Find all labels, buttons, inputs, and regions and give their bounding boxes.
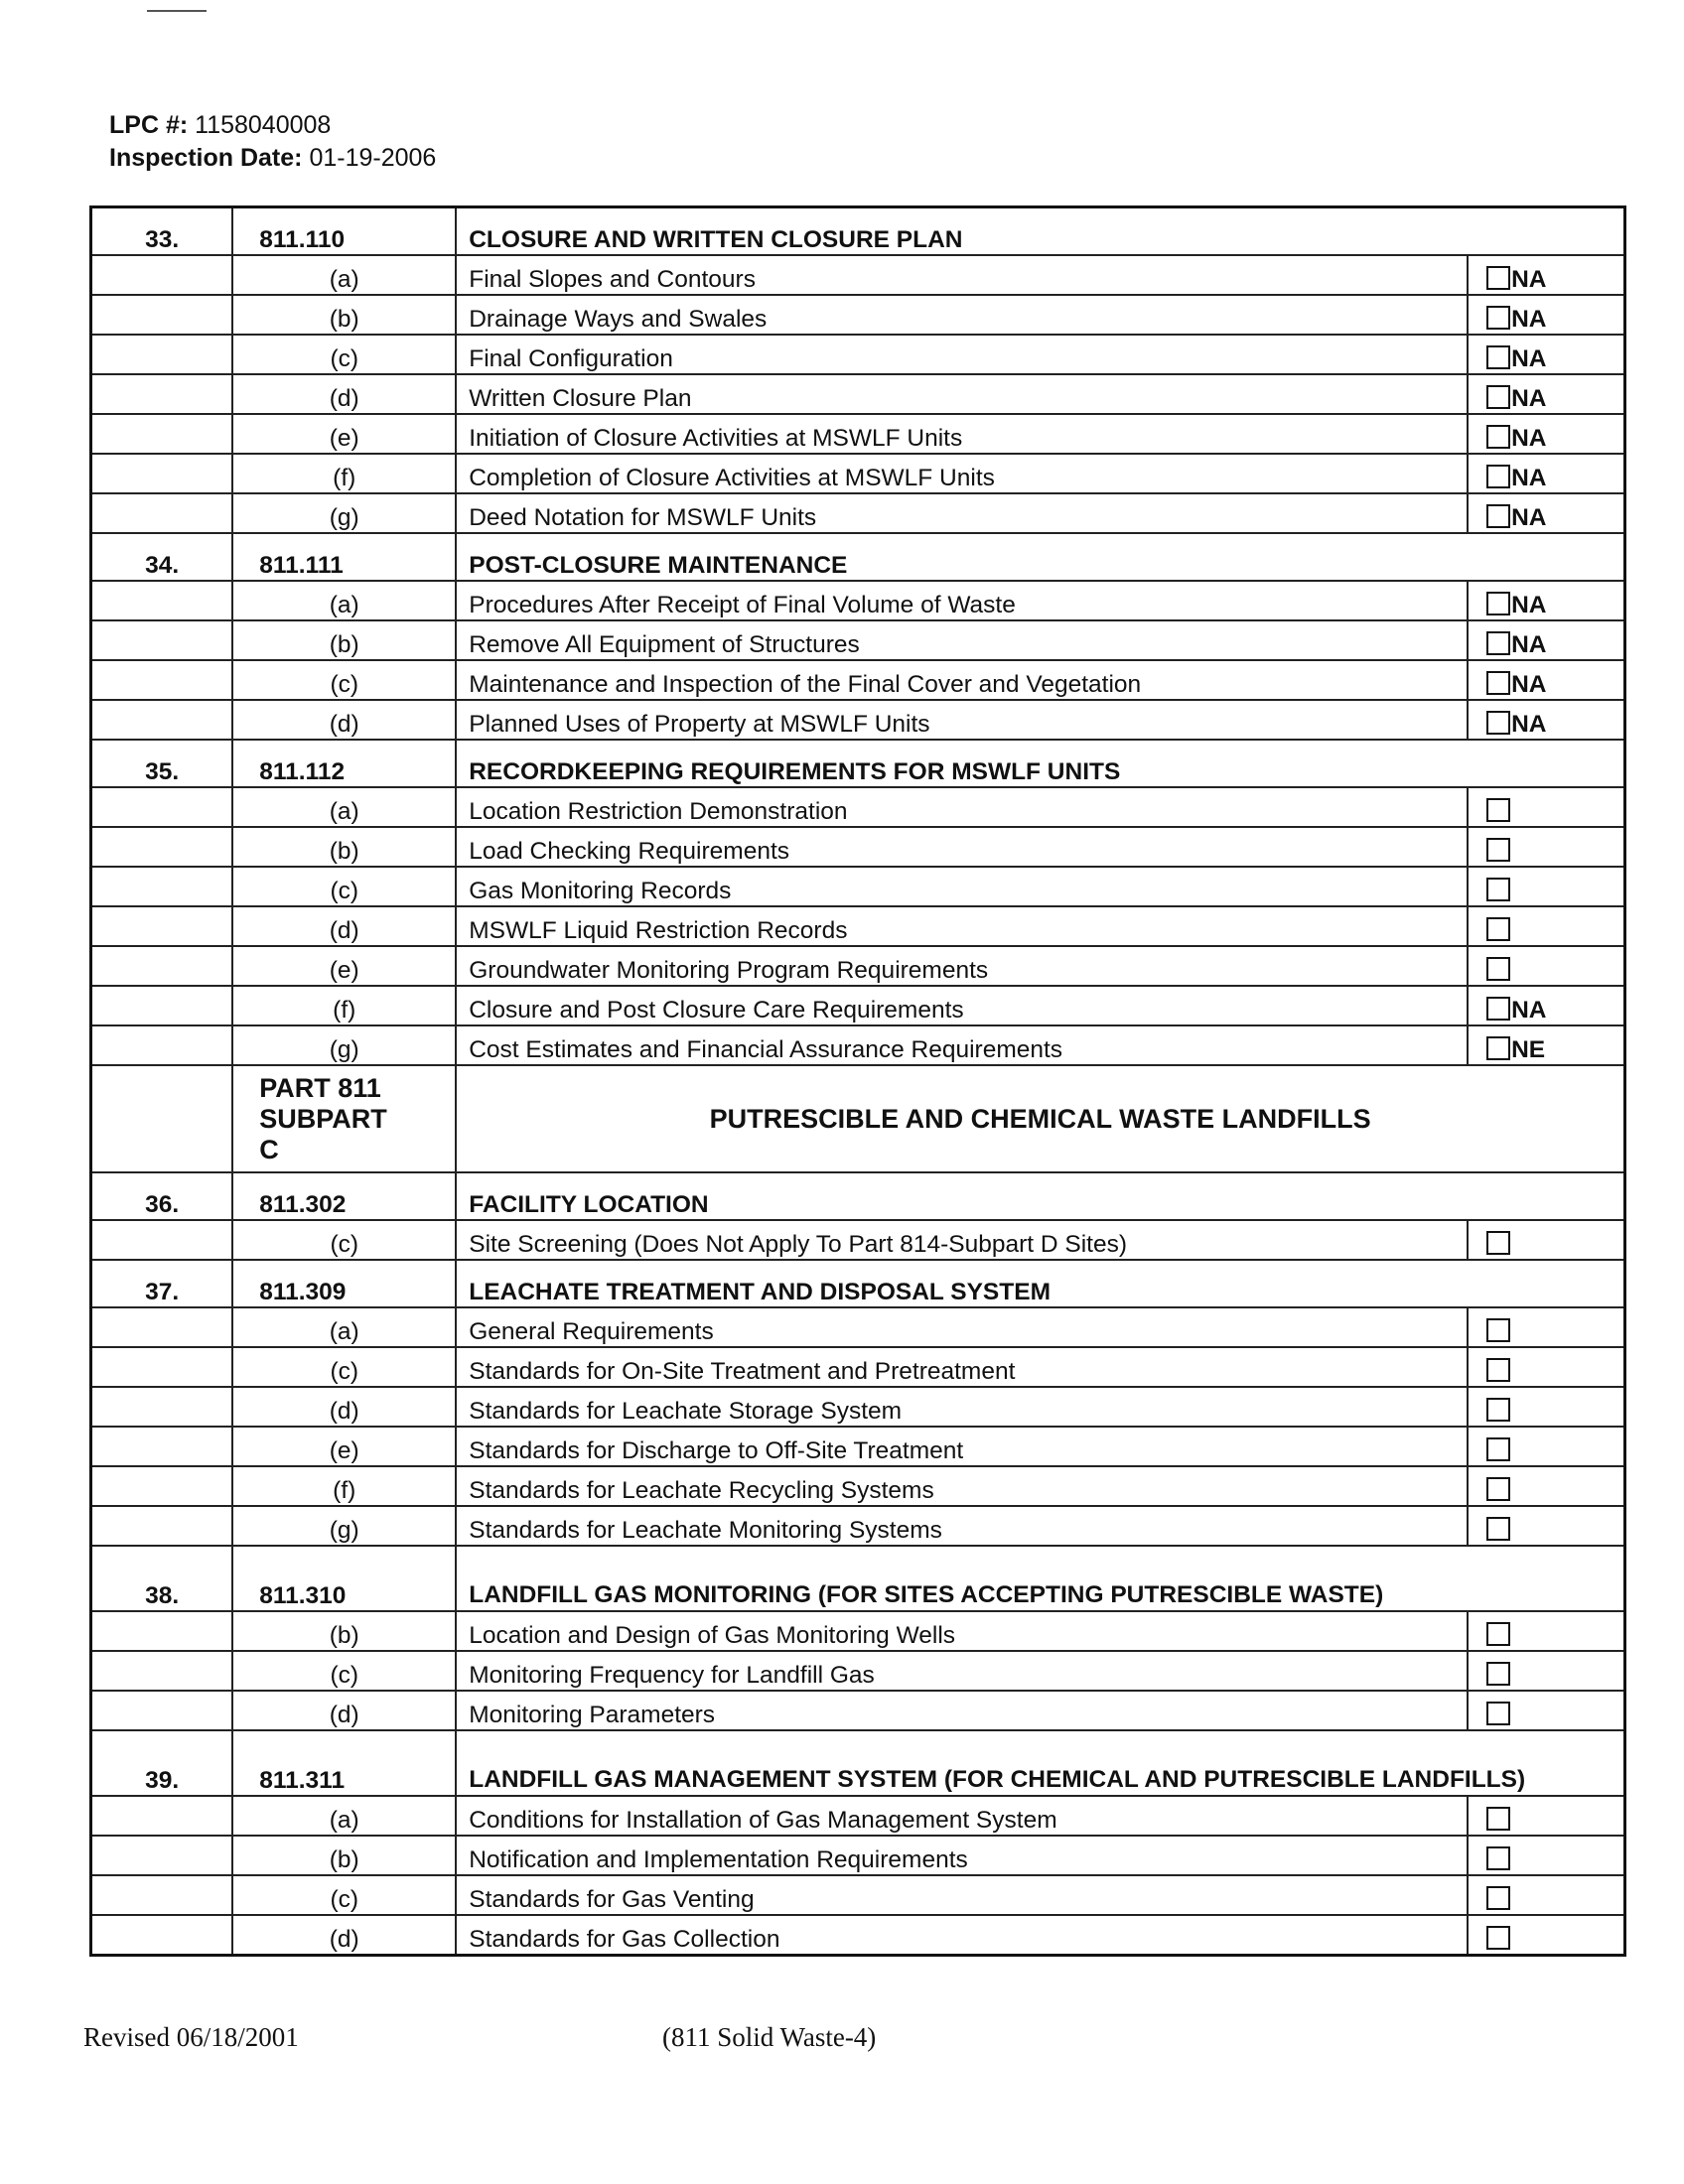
status-cell xyxy=(1468,1220,1624,1260)
section-header-row xyxy=(91,207,1625,256)
status-cell xyxy=(1468,946,1624,986)
empty-number-cell xyxy=(91,1220,233,1260)
section-title: LANDFILL GAS MANAGEMENT SYSTEM (FOR CHEMICAL AND PUTRESCIBLE LANDFILLS) xyxy=(456,1730,1624,1796)
section-number: 39. xyxy=(91,1730,233,1796)
checklist-item-row xyxy=(91,867,1625,906)
status-flag: NA xyxy=(1511,504,1547,531)
status-cell xyxy=(1468,906,1624,946)
status-cell xyxy=(1468,700,1624,740)
lpc-label: LPC #: xyxy=(109,111,189,139)
status-cell xyxy=(1468,1796,1624,1836)
checklist-item-row xyxy=(91,1836,1625,1875)
section-header-row xyxy=(91,740,1625,787)
empty-number-cell xyxy=(91,1307,233,1347)
status-checkbox[interactable] xyxy=(1486,1926,1510,1950)
checklist-item-row xyxy=(91,1691,1625,1730)
section-code: 811.302 xyxy=(232,1172,456,1220)
item-subsection: (a) xyxy=(232,1307,456,1347)
status-checkbox[interactable] xyxy=(1486,345,1510,369)
status-cell xyxy=(1468,493,1624,533)
status-flag: NA xyxy=(1511,465,1547,491)
item-description: Final Slopes and Contours xyxy=(456,255,1468,295)
item-description: Final Configuration xyxy=(456,335,1468,374)
checklist-item-row xyxy=(91,1796,1625,1836)
status-cell xyxy=(1468,414,1624,454)
lpc-line xyxy=(109,109,436,142)
status-flag: NA xyxy=(1511,385,1547,412)
status-cell xyxy=(1468,1427,1624,1466)
section-code: 811.311 xyxy=(232,1730,456,1796)
status-cell xyxy=(1468,1307,1624,1347)
item-subsection: (b) xyxy=(232,295,456,335)
section-title: LANDFILL GAS MONITORING (FOR SITES ACCEPTING PUTRESCIBLE WASTE) xyxy=(456,1546,1624,1611)
item-subsection: (b) xyxy=(232,1611,456,1651)
item-subsection: (a) xyxy=(232,1796,456,1836)
inspection-date-line xyxy=(109,142,436,175)
section-header-row xyxy=(91,1172,1625,1220)
section-code: 811.310 xyxy=(232,1546,456,1611)
empty-number-cell xyxy=(91,295,233,335)
document-header xyxy=(109,109,436,175)
status-checkbox[interactable] xyxy=(1486,1622,1510,1646)
item-description: Notification and Implementation Requirements xyxy=(456,1836,1468,1875)
empty-number-cell xyxy=(91,1387,233,1427)
item-description: Standards for Leachate Storage System xyxy=(456,1387,1468,1427)
status-cell xyxy=(1468,1387,1624,1427)
empty-number-cell xyxy=(91,906,233,946)
item-description: Standards for Discharge to Off-Site Treatment xyxy=(456,1427,1468,1466)
part-label-line2: SUBPART xyxy=(259,1103,387,1134)
empty-number-cell xyxy=(91,454,233,493)
section-title: CLOSURE AND WRITTEN CLOSURE PLAN xyxy=(456,207,1624,256)
status-flag: NA xyxy=(1511,997,1547,1024)
empty-number-cell xyxy=(91,700,233,740)
item-description: Location Restriction Demonstration xyxy=(456,787,1468,827)
checklist-item-row xyxy=(91,414,1625,454)
status-cell xyxy=(1468,1506,1624,1546)
section-title: LEACHATE TREATMENT AND DISPOSAL SYSTEM xyxy=(456,1260,1624,1307)
page-label: (811 Solid Waste-4) xyxy=(662,2022,877,2052)
status-checkbox[interactable] xyxy=(1486,957,1510,981)
item-description: Cost Estimates and Financial Assurance Requirements xyxy=(456,1025,1468,1065)
status-checkbox[interactable] xyxy=(1486,504,1510,528)
status-cell xyxy=(1468,827,1624,867)
checklist-item-row xyxy=(91,660,1625,700)
checklist-item-row xyxy=(91,454,1625,493)
status-cell xyxy=(1468,1915,1624,1956)
checklist-item-row xyxy=(91,946,1625,986)
item-subsection: (c) xyxy=(232,867,456,906)
item-description: Monitoring Frequency for Landfill Gas xyxy=(456,1651,1468,1691)
item-subsection: (c) xyxy=(232,335,456,374)
checklist-item-row xyxy=(91,1307,1625,1347)
status-cell xyxy=(1468,1875,1624,1915)
item-description: Groundwater Monitoring Program Requirements xyxy=(456,946,1468,986)
item-subsection: (d) xyxy=(232,700,456,740)
part-label-line3: C xyxy=(259,1134,279,1164)
status-checkbox[interactable] xyxy=(1486,1231,1510,1255)
empty-number-cell xyxy=(91,335,233,374)
empty-number-cell xyxy=(91,1347,233,1387)
checklist-item-row xyxy=(91,295,1625,335)
checklist-item-row xyxy=(91,581,1625,620)
status-cell xyxy=(1468,1466,1624,1506)
checklist-item-row xyxy=(91,1387,1625,1427)
checklist-item-row xyxy=(91,1220,1625,1260)
empty-number-cell xyxy=(91,946,233,986)
checklist-item-row xyxy=(91,1611,1625,1651)
status-flag: NA xyxy=(1511,425,1547,452)
lpc-value: 1158040008 xyxy=(195,111,332,139)
empty-number-cell xyxy=(91,255,233,295)
status-checkbox[interactable] xyxy=(1486,838,1510,862)
status-cell xyxy=(1468,454,1624,493)
status-cell xyxy=(1468,1836,1624,1875)
status-checkbox[interactable] xyxy=(1486,1807,1510,1831)
empty-number-cell xyxy=(91,581,233,620)
status-checkbox[interactable] xyxy=(1486,997,1510,1021)
status-cell xyxy=(1468,986,1624,1025)
empty-number-cell xyxy=(91,1611,233,1651)
section-header-row xyxy=(91,1260,1625,1307)
item-description: Standards for On-Site Treatment and Pretreatment xyxy=(456,1347,1468,1387)
item-description: Drainage Ways and Swales xyxy=(456,295,1468,335)
status-checkbox[interactable] xyxy=(1486,592,1510,615)
status-cell xyxy=(1468,620,1624,660)
status-checkbox[interactable] xyxy=(1486,425,1510,449)
section-number: 35. xyxy=(91,740,233,787)
status-cell xyxy=(1468,335,1624,374)
status-cell xyxy=(1468,1651,1624,1691)
section-number: 36. xyxy=(91,1172,233,1220)
section-code: 811.110 xyxy=(232,207,456,256)
checklist-item-row xyxy=(91,700,1625,740)
status-flag: NA xyxy=(1511,631,1547,658)
checklist-item-row xyxy=(91,1875,1625,1915)
empty-number-cell xyxy=(91,1875,233,1915)
status-checkbox[interactable] xyxy=(1486,917,1510,941)
status-cell xyxy=(1468,1025,1624,1065)
item-subsection: (d) xyxy=(232,1915,456,1956)
item-subsection: (d) xyxy=(232,1387,456,1427)
part-label-line1: PART 811 xyxy=(259,1072,381,1103)
section-header-row xyxy=(91,1546,1625,1611)
checklist-item-row xyxy=(91,827,1625,867)
checklist-item-row xyxy=(91,255,1625,295)
status-flag: NE xyxy=(1511,1036,1546,1063)
item-description: General Requirements xyxy=(456,1307,1468,1347)
item-description: Maintenance and Inspection of the Final Cover and Vegetation xyxy=(456,660,1468,700)
empty-number-cell xyxy=(91,867,233,906)
status-cell xyxy=(1468,1691,1624,1730)
status-checkbox[interactable] xyxy=(1486,1886,1510,1910)
item-subsection: (g) xyxy=(232,1025,456,1065)
item-subsection: (g) xyxy=(232,493,456,533)
status-checkbox[interactable] xyxy=(1486,1662,1510,1686)
empty-number-cell xyxy=(91,1506,233,1546)
section-code: 811.309 xyxy=(232,1260,456,1307)
item-subsection: (b) xyxy=(232,827,456,867)
empty-number-cell xyxy=(91,1691,233,1730)
checklist-item-row xyxy=(91,1025,1625,1065)
section-number: 38. xyxy=(91,1546,233,1611)
empty-number-cell xyxy=(91,1796,233,1836)
status-cell xyxy=(1468,581,1624,620)
top-scan-mark xyxy=(147,10,207,12)
checklist-item-row xyxy=(91,493,1625,533)
section-number: 37. xyxy=(91,1260,233,1307)
empty-number-cell xyxy=(91,1651,233,1691)
checklist-body xyxy=(91,207,1625,1956)
section-title: FACILITY LOCATION xyxy=(456,1172,1624,1220)
section-number: 33. xyxy=(91,207,233,256)
status-checkbox[interactable] xyxy=(1486,711,1510,735)
checklist-item-row xyxy=(91,374,1625,414)
checklist-item-row xyxy=(91,1915,1625,1956)
status-cell xyxy=(1468,1347,1624,1387)
item-subsection: (a) xyxy=(232,581,456,620)
item-subsection: (c) xyxy=(232,1875,456,1915)
checklist-item-row xyxy=(91,1466,1625,1506)
inspection-date-value: 01-19-2006 xyxy=(309,144,437,172)
checklist-item-row xyxy=(91,787,1625,827)
item-subsection: (g) xyxy=(232,1506,456,1546)
checklist-item-row xyxy=(91,986,1625,1025)
status-checkbox[interactable] xyxy=(1486,1477,1510,1501)
empty-number-cell xyxy=(91,1065,233,1172)
item-description: Completion of Closure Activities at MSWLF Units xyxy=(456,454,1468,493)
status-checkbox[interactable] xyxy=(1486,1846,1510,1870)
item-subsection: (f) xyxy=(232,454,456,493)
status-cell xyxy=(1468,374,1624,414)
status-cell xyxy=(1468,867,1624,906)
status-flag: NA xyxy=(1511,306,1547,333)
checklist-item-row xyxy=(91,1506,1625,1546)
empty-number-cell xyxy=(91,1427,233,1466)
section-code: 811.111 xyxy=(232,533,456,581)
empty-number-cell xyxy=(91,1915,233,1956)
checklist-item-row xyxy=(91,620,1625,660)
item-description: Site Screening (Does Not Apply To Part 814-Subpart D Sites) xyxy=(456,1220,1468,1260)
section-title: POST-CLOSURE MAINTENANCE xyxy=(456,533,1624,581)
item-description: Remove All Equipment of Structures xyxy=(456,620,1468,660)
section-number: 34. xyxy=(91,533,233,581)
section-header-row xyxy=(91,1730,1625,1796)
item-description: Monitoring Parameters xyxy=(456,1691,1468,1730)
empty-number-cell xyxy=(91,620,233,660)
checklist-item-row xyxy=(91,335,1625,374)
item-description: Load Checking Requirements xyxy=(456,827,1468,867)
item-subsection: (c) xyxy=(232,1220,456,1260)
status-cell xyxy=(1468,660,1624,700)
status-checkbox[interactable] xyxy=(1486,306,1510,330)
empty-number-cell xyxy=(91,660,233,700)
empty-number-cell xyxy=(91,827,233,867)
item-description: Conditions for Installation of Gas Management System xyxy=(456,1796,1468,1836)
status-checkbox[interactable] xyxy=(1486,1358,1510,1382)
inspection-checklist-table xyxy=(89,205,1626,1957)
item-description: Written Closure Plan xyxy=(456,374,1468,414)
item-description: Location and Design of Gas Monitoring Wells xyxy=(456,1611,1468,1651)
item-description: Planned Uses of Property at MSWLF Units xyxy=(456,700,1468,740)
item-description: MSWLF Liquid Restriction Records xyxy=(456,906,1468,946)
item-subsection: (e) xyxy=(232,1427,456,1466)
inspection-date-label: Inspection Date: xyxy=(109,144,303,172)
section-code: 811.112 xyxy=(232,740,456,787)
status-checkbox[interactable] xyxy=(1486,878,1510,901)
status-cell xyxy=(1468,787,1624,827)
part-title: PUTRESCIBLE AND CHEMICAL WASTE LANDFILLS xyxy=(456,1065,1624,1172)
status-cell xyxy=(1468,295,1624,335)
item-subsection: (a) xyxy=(232,255,456,295)
item-subsection: (e) xyxy=(232,946,456,986)
item-subsection: (d) xyxy=(232,374,456,414)
section-header-row xyxy=(91,533,1625,581)
checklist-item-row xyxy=(91,1347,1625,1387)
empty-number-cell xyxy=(91,1025,233,1065)
status-cell xyxy=(1468,1611,1624,1651)
status-checkbox[interactable] xyxy=(1486,1437,1510,1461)
revised-date: Revised 06/18/2001 xyxy=(83,2022,299,2052)
status-flag: NA xyxy=(1511,345,1547,372)
part-header-row xyxy=(91,1065,1625,1172)
status-checkbox[interactable] xyxy=(1486,1318,1510,1342)
item-subsection: (c) xyxy=(232,660,456,700)
status-checkbox[interactable] xyxy=(1486,798,1510,822)
status-checkbox[interactable] xyxy=(1486,671,1510,695)
item-description: Gas Monitoring Records xyxy=(456,867,1468,906)
empty-number-cell xyxy=(91,1466,233,1506)
status-flag: NA xyxy=(1511,671,1547,698)
item-description: Standards for Gas Collection xyxy=(456,1915,1468,1956)
item-subsection: (d) xyxy=(232,906,456,946)
checklist-item-row xyxy=(91,1651,1625,1691)
status-checkbox[interactable] xyxy=(1486,465,1510,488)
section-title: RECORDKEEPING REQUIREMENTS FOR MSWLF UNITS xyxy=(456,740,1624,787)
item-description: Closure and Post Closure Care Requirements xyxy=(456,986,1468,1025)
empty-number-cell xyxy=(91,986,233,1025)
item-description: Initiation of Closure Activities at MSWLF Units xyxy=(456,414,1468,454)
item-subsection: (a) xyxy=(232,787,456,827)
item-subsection: (f) xyxy=(232,1466,456,1506)
empty-number-cell xyxy=(91,787,233,827)
item-subsection: (b) xyxy=(232,1836,456,1875)
status-checkbox[interactable] xyxy=(1486,1702,1510,1725)
status-checkbox[interactable] xyxy=(1486,1398,1510,1422)
empty-number-cell xyxy=(91,1836,233,1875)
item-subsection: (f) xyxy=(232,986,456,1025)
part-label xyxy=(232,1065,456,1172)
item-description: Deed Notation for MSWLF Units xyxy=(456,493,1468,533)
checklist-item-row xyxy=(91,1427,1625,1466)
status-checkbox[interactable] xyxy=(1486,1036,1510,1060)
item-description: Procedures After Receipt of Final Volume of Waste xyxy=(456,581,1468,620)
empty-number-cell xyxy=(91,374,233,414)
status-flag: NA xyxy=(1511,592,1547,618)
item-subsection: (b) xyxy=(232,620,456,660)
item-subsection: (c) xyxy=(232,1347,456,1387)
status-checkbox[interactable] xyxy=(1486,631,1510,655)
checklist-item-row xyxy=(91,906,1625,946)
status-checkbox[interactable] xyxy=(1486,385,1510,409)
status-flag: NA xyxy=(1511,266,1547,293)
item-description: Standards for Leachate Monitoring Systems xyxy=(456,1506,1468,1546)
item-description: Standards for Leachate Recycling Systems xyxy=(456,1466,1468,1506)
item-subsection: (c) xyxy=(232,1651,456,1691)
status-flag: NA xyxy=(1511,711,1547,738)
item-subsection: (e) xyxy=(232,414,456,454)
empty-number-cell xyxy=(91,493,233,533)
status-checkbox[interactable] xyxy=(1486,266,1510,290)
status-cell xyxy=(1468,255,1624,295)
item-subsection: (d) xyxy=(232,1691,456,1730)
item-description: Standards for Gas Venting xyxy=(456,1875,1468,1915)
empty-number-cell xyxy=(91,414,233,454)
status-checkbox[interactable] xyxy=(1486,1517,1510,1541)
